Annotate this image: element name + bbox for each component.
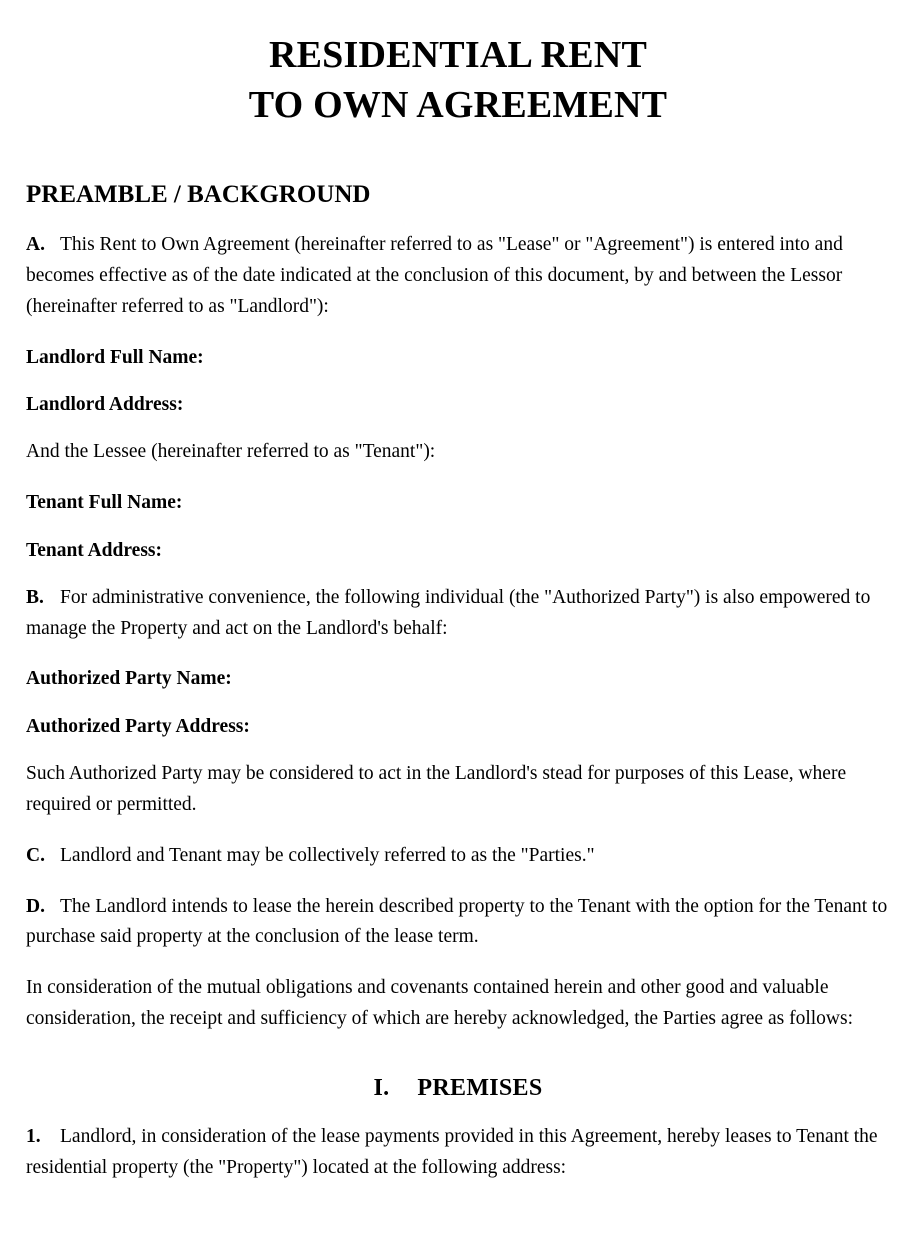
paragraph-c: [26, 841, 890, 872]
landlord-name-label: Landlord Full Name:: [26, 346, 204, 368]
paragraph-a: [26, 230, 890, 322]
clause-one: [26, 1122, 890, 1184]
lessee-intro: And the Lessee (hereinafter referred to as "Tenant"):: [26, 441, 436, 463]
paragraph-c-text: Landlord and Tenant may be collectively referred to as the "Parties.": [60, 844, 595, 866]
paragraph-b-marker: B.: [26, 586, 44, 608]
article-one-title: PREMISES: [417, 1074, 543, 1101]
tenant-address-label: Tenant Address:: [26, 539, 163, 561]
clause-one-marker: 1.: [26, 1125, 41, 1147]
paragraph-d: [26, 892, 890, 954]
article-one-numeral: I.: [373, 1074, 390, 1101]
paragraph-b-text: For administrative convenience, the following individual (the "Authorized Party") is also empowered to manage the Property and act on the Landlord's behalf:: [26, 586, 871, 639]
paragraph-b: [26, 583, 890, 645]
clause-one-text: Landlord, in consideration of the lease payments provided in this Agreement, hereby leases to Tenant the residential property (the "Property") located at the following address:: [26, 1125, 878, 1178]
paragraph-d-text: The Landlord intends to lease the herein described property to the Tenant with the option for the Tenant to purchase said property at the conclusion of the lease term.: [26, 895, 888, 948]
paragraph-c-marker: C.: [26, 844, 45, 866]
paragraph-a-text: This Rent to Own Agreement (hereinafter referred to as "Lease" or "Agreement") is entered into and becomes effective as of the date indicated at the conclusion of this document, by and between the Lessor (hereinafter referred to as "Landlord"):: [26, 234, 843, 317]
authorized-party-note: Such Authorized Party may be considered to act in the Landlord's stead for purposes of this Lease, where required or permitted.: [26, 763, 847, 815]
paragraph-d-marker: D.: [26, 895, 45, 917]
consideration-paragraph: In consideration of the mutual obligations and covenants contained herein and other good and valuable consideration, the receipt and sufficiency of which are hereby acknowledged, the Parties agree as follows:: [26, 977, 853, 1029]
landlord-address-label: Landlord Address:: [26, 394, 184, 416]
article-one-heading: [26, 1075, 890, 1102]
authorized-party-name-label: Authorized Party Name:: [26, 668, 232, 690]
title-line-2: TO OWN AGREEMENT: [248, 84, 668, 127]
preamble-heading: PREAMBLE / BACKGROUND: [26, 181, 371, 209]
title-line-1: RESIDENTIAL RENT: [268, 34, 648, 76]
page-title: [26, 30, 890, 130]
authorized-party-address-label: Authorized Party Address:: [26, 715, 250, 737]
tenant-name-label: Tenant Full Name:: [26, 492, 183, 514]
paragraph-a-marker: A.: [26, 234, 45, 256]
